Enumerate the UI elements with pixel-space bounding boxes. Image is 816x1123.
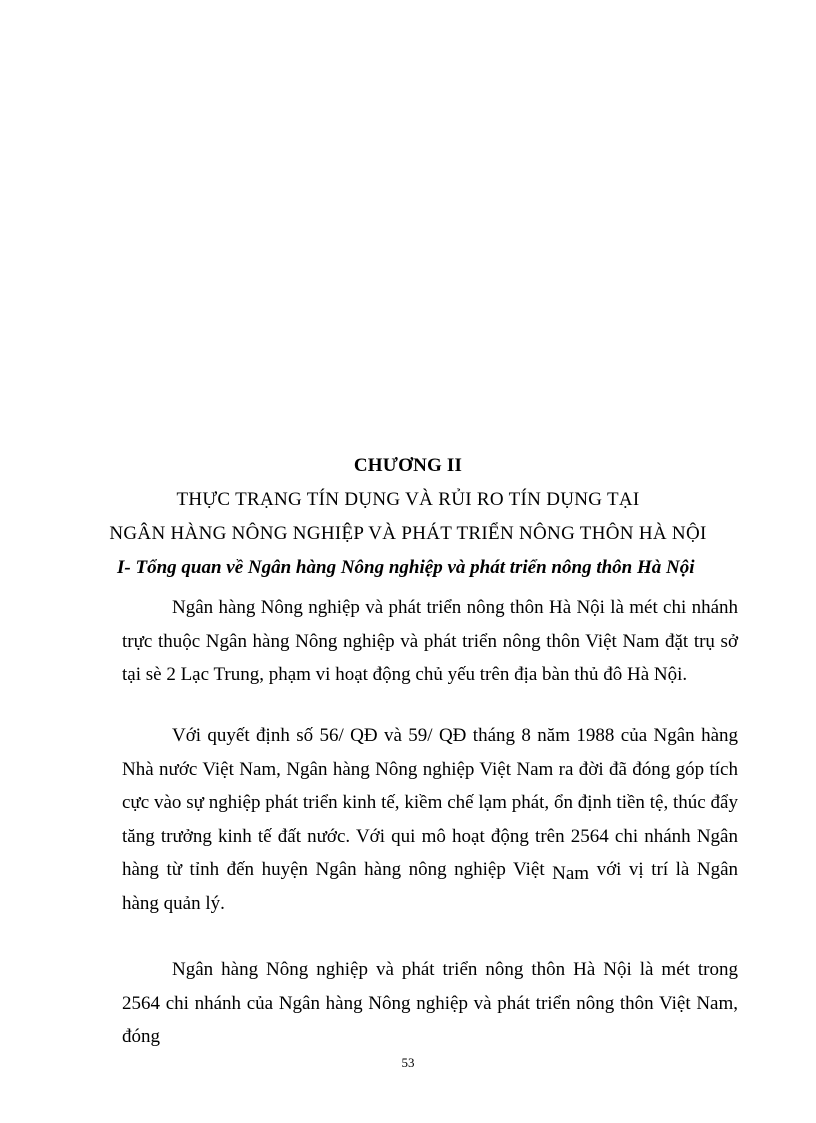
paragraph-1 (122, 591, 738, 692)
paragraph-1-text: Ngân hàng Nông nghiệp và phát triển nông thôn Hà Nội là mét chi nhánh trực thuộc Ngân hàng Nông nghiệp và phát triển nông thôn Việt Nam đặt trụ sở tại sè 2 Lạc Trung, phạm vi hoạt động chủ yếu trên địa bàn thủ đô Hà Nội. (122, 597, 738, 685)
chapter-label: CHƯƠNG II (353, 455, 463, 476)
paragraph-2 (122, 719, 738, 920)
paragraph-3-text: Ngân hàng Nông nghiệp và phát triển nông thôn Hà Nội là mét trong 2564 chi nhánh của Ngân hàng Nông nghiệp và phát triển nông thôn Việt Nam, đóng (122, 959, 738, 1047)
paragraph-2-subscript-word: Nam (552, 863, 590, 884)
paragraph-2-text-after: với vị trí là Ngân hàng quản lý. (122, 859, 738, 914)
chapter-title-line-2: NGÂN HÀNG NÔNG NGHIỆP VÀ PHÁT TRIỂN NÔNG THÔN HÀ NỘI (109, 523, 707, 544)
paragraph-2-text-before: Với quyết định số 56/ QĐ và 59/ QĐ tháng 8 năm 1988 của Ngân hàng Nhà nước Việt Nam, Ngân hàng Nông nghiệp Việt Nam ra đời đã đóng góp tích cực vào sự nghiệp phát triển kinh tế, kiềm chế lạm phát, ổn định tiền tệ, thúc đẩy tăng trưởng kinh tế đất nước. Với qui mô hoạt động trên 2564 chi nhánh Ngân hàng từ tỉnh đến huyện Ngân hàng nông nghiệp Việt (122, 725, 738, 880)
page-number: 53 (401, 1055, 415, 1070)
section-heading: I- Tổng quan về Ngân hàng Nông nghiệp và phát triển nông thôn Hà Nội (117, 557, 695, 578)
paragraph-3 (122, 953, 738, 1054)
chapter-title-line-1: THỰC TRẠNG TÍN DỤNG VÀ RỦI RO TÍN DỤNG TẠI (176, 489, 640, 510)
